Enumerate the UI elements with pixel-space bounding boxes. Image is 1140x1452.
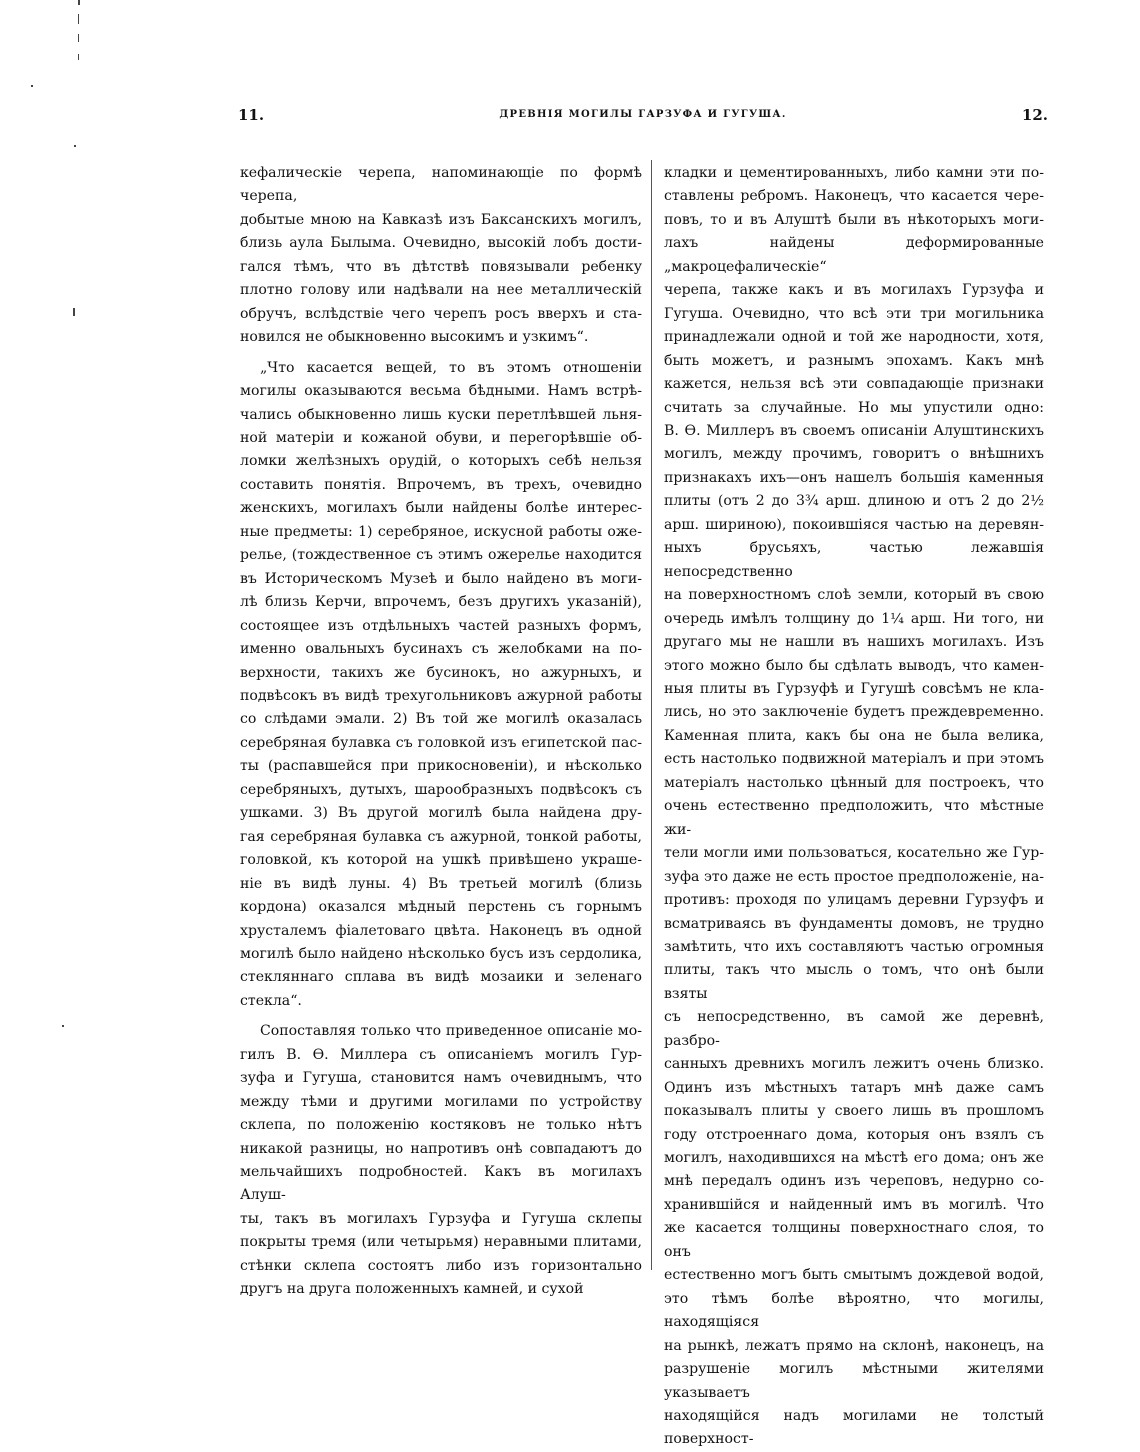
text-line: плотно голову или надѣвали на нее металлическій (240, 282, 642, 299)
text-line: могилѣ было найдено нѣсколько бусъ изъ сердолика, (240, 945, 642, 962)
text-line: плиты (отъ 2 до 3¾ арш. длиною и отъ 2 до 2½ (664, 493, 1044, 510)
page-header (238, 106, 1048, 126)
text-line: находящійся надъ могилами не толстый поверхност- (664, 1408, 1044, 1448)
text-line: подвѣсокъ въ видѣ трехугольниковъ ажурной работы (240, 687, 642, 704)
text-line: хрусталемъ фіалетоваго цвѣта. Наконецъ въ одной (240, 922, 642, 939)
text-line: признакахъ ихъ—онъ нашелъ большія каменныя (664, 469, 1044, 486)
text-line: гался тѣмъ, что въ дѣтствѣ повязывали ребенку (240, 258, 642, 275)
scan-mark (74, 145, 76, 147)
text-line: ломки желѣзныхъ орудій, о которыхъ себѣ нельзя (240, 453, 642, 470)
page-number-left: 11. (238, 106, 265, 124)
text-line: лахъ найдены деформированные „макроцефалическіе“ (664, 235, 1044, 275)
text-line: могилы оказываются весьма бѣдными. Намъ встрѣ- (240, 383, 642, 400)
text-line: могилъ, между прочимъ, говоритъ о внѣшнихъ (664, 446, 1044, 463)
text-line: другаго мы не нашли въ нашихъ могилахъ. Изъ (664, 634, 1044, 651)
text-line: покрыты тремя (или четырьмя) неравными плитами, (240, 1234, 642, 1251)
paragraph (240, 1020, 642, 1301)
text-line: стекляннаго сплава въ видѣ мозаики и зеленаго (240, 969, 642, 986)
scan-mark (78, 0, 80, 5)
text-line: могилъ, находившихся на мѣстѣ его дома; онъ же (664, 1150, 1044, 1167)
text-line: мнѣ передалъ одинъ изъ череповъ, недурно со- (664, 1173, 1044, 1190)
paragraph (664, 162, 1044, 1452)
paragraph (240, 357, 642, 1014)
text-line: ныя плиты въ Гурзуфѣ и Гугушѣ совсѣмъ не кла- (664, 680, 1044, 697)
right-column (664, 162, 1044, 1452)
text-line: ушками. 3) Въ другой могилѣ была найдена дру- (240, 805, 642, 822)
text-line: зуфа это даже не есть простое предположеніе, на- (664, 868, 1044, 885)
scan-mark (78, 14, 79, 24)
text-line: году отстроеннаго дома, которыя онъ взялъ съ (664, 1126, 1044, 1143)
scan-mark (78, 34, 79, 42)
text-line: релье, (тождественное съ этимъ ожерелье находится (240, 547, 642, 564)
text-line: „Что касается вещей, то въ этомъ отношеніи (260, 359, 642, 376)
text-line: склепа, по положенію костяковъ не только нѣтъ (240, 1117, 642, 1134)
scan-mark (78, 54, 79, 60)
text-line: верхности, такихъ же бусинокъ, но ажурныхъ, и (240, 664, 642, 681)
text-line: новился не обыкновенно высокимъ и узкимъ“. (240, 329, 589, 346)
text-line: лись, но это заключеніе будетъ преждевременно. (664, 704, 1044, 721)
text-line: матеріалъ настолько цѣнный для построекъ, что (664, 774, 1044, 791)
text-line: ставлены ребромъ. Наконецъ, что касается чере- (664, 188, 1044, 205)
text-line: показывалъ плиты у своего лишь въ прошломъ (664, 1103, 1044, 1120)
text-line: кладки и цементированныхъ, либо камни эти по- (664, 165, 1044, 181)
text-line: съ непосредственно, въ самой же деревнѣ, разбро- (664, 1009, 1044, 1049)
text-line: Сопоставляя только что приведенное описаніе мо- (260, 1023, 642, 1040)
text-line: очень естественно предположить, что мѣстные жи- (664, 798, 1044, 838)
text-line: противъ: проходя по улицамъ деревни Гурзуфъ и (664, 892, 1044, 909)
text-line: быть можетъ, и разнымъ эпохамъ. Какъ мнѣ (664, 352, 1044, 369)
text-line: всматриваясь въ фундаменты домовъ, не трудно (664, 915, 1044, 932)
text-line: тели могли ими пользоваться, косательно же Гур- (664, 845, 1044, 862)
text-line: ты (распавшейся при прикосновеніи), и нѣсколько (240, 758, 642, 775)
text-line: Каменная плита, какъ бы она не была велика, (664, 727, 1044, 744)
text-line: добытые мною на Кавказѣ изъ Баксанскихъ могилъ, (240, 211, 642, 228)
scan-mark (62, 1025, 64, 1027)
text-line: лѣ близь Керчи, впрочемъ, безъ другихъ указаній), (240, 594, 642, 611)
text-line: зуфа и Гугуша, становится намъ очевиднымъ, что (240, 1070, 642, 1087)
text-line: кордона) оказался мѣдный перстень съ горнымъ (240, 899, 642, 916)
text-line: принадлежали одной и той же народности, хотя, (664, 329, 1044, 346)
text-line: стекла“. (240, 992, 302, 1009)
text-line: ты, такъ въ могилахъ Гурзуфа и Гугуша склепы (240, 1210, 642, 1227)
text-line: ной матеріи и кожаной обуви, и перегорѣвшіе об- (240, 429, 642, 446)
text-line: близь аула Былыма. Очевидно, высокій лобъ дости- (240, 235, 642, 252)
left-column (240, 162, 642, 1302)
text-line: головкой, къ которой на ушкѣ привѣшено украше- (240, 852, 642, 869)
text-line: именно овальныхъ бусинахъ съ желобками на по- (240, 641, 642, 658)
text-line: женскихъ, могилахъ были найдены болѣе интерес- (240, 500, 642, 517)
text-line: ныхъ брусьяхъ, частью лежавшія непосредственно (664, 540, 1044, 580)
text-line: ніе въ видѣ луны. 4) Въ третьей могилѣ (близь (240, 875, 642, 892)
text-line: на поверхностномъ слоѣ земли, который въ свою (664, 587, 1044, 604)
text-line: же касается толщины поверхностнаго слоя, то онъ (664, 1220, 1044, 1260)
text-line: въ Историческомъ Музеѣ и было найдено въ моги- (240, 570, 642, 587)
text-line: хранившійся и найденный имъ въ могилѣ. Что (664, 1196, 1044, 1213)
text-line: на рынкѣ, лежатъ прямо на склонѣ, наконецъ, на (664, 1337, 1044, 1354)
text-line: разрушеніе могилъ мѣстными жителями указываетъ (664, 1361, 1044, 1401)
text-line: кефалическіе черепа, напоминающіе по формѣ черепа, (240, 165, 642, 205)
text-line: другъ на друга положенныхъ камней, и сухой (240, 1281, 584, 1298)
text-line: есть настолько подвижной матеріалъ и при этомъ (664, 751, 1044, 768)
text-line: Гугуша. Очевидно, что всѣ эти три могильника (664, 305, 1044, 322)
text-line: естественно могъ быть смытымъ дождевой водой, (664, 1267, 1044, 1284)
text-line: Одинъ изъ мѣстныхъ татаръ мнѣ даже самъ (664, 1079, 1044, 1096)
text-line: кажется, нельзя всѣ эти совпадающіе признаки (664, 376, 1044, 393)
text-line: никакой разницы, но напротивъ онѣ совпадаютъ до (240, 1140, 642, 1157)
text-line: арш. шириною), покоившіяся частью на деревян- (664, 516, 1044, 533)
text-line: состоящее изъ отдѣльныхъ частей разныхъ формъ, (240, 617, 642, 634)
text-line: повъ, то и въ Алуштѣ были въ нѣкоторыхъ моги- (664, 211, 1044, 228)
text-line: мельчайшихъ подробностей. Какъ въ могилахъ Алуш- (240, 1164, 642, 1204)
text-line: чались обыкновенно лишь куски перетлѣвшей льня- (240, 406, 642, 423)
text-line: стѣнки склепа состоятъ либо изъ горизонтально (240, 1257, 642, 1274)
text-line: составить понятія. Впрочемъ, въ трехъ, очевидно (240, 476, 642, 493)
column-divider (651, 160, 652, 1270)
scan-mark (31, 85, 33, 87)
text-line: гая серебряная булавка съ ажурной, тонкой работы, (240, 828, 642, 845)
text-line: очередь имѣлъ толщину до 1¼ арш. Ни того, ни (664, 610, 1044, 627)
text-line: В. Ѳ. Миллеръ въ своемъ описаніи Алуштинскихъ (664, 422, 1044, 439)
text-line: обручъ, вслѣдствіе чего черепъ росъ вверхъ и ста- (240, 305, 642, 322)
scan-mark (73, 308, 75, 316)
text-line: замѣтить, что ихъ составляютъ частью огромныя (664, 938, 1044, 955)
text-line: это тѣмъ болѣе вѣроятно, что могилы, находящіяся (664, 1290, 1044, 1331)
text-line: санныхъ древнихъ могилъ лежитъ очень близко. (664, 1056, 1044, 1073)
text-line: со слѣдами эмали. 2) Въ той же могилѣ оказалась (240, 711, 642, 728)
paragraph (240, 162, 642, 350)
running-title: ДРЕВНІЯ МОГИЛЫ ГАРЗУФА И ГУГУША. (499, 109, 787, 120)
text-line: гилъ В. Ѳ. Миллера съ описаніемъ могилъ Гур- (240, 1046, 642, 1063)
text-line: плиты, такъ что мысль о томъ, что онѣ были взяты (664, 962, 1044, 1002)
text-line: между тѣми и другими могилами по устройству (240, 1093, 642, 1110)
text-line: серебряная булавка съ головкой изъ египетской пас- (240, 734, 642, 751)
text-line: считать за случайные. Но мы упустили одно: (664, 399, 1044, 416)
text-line: этого можно было бы сдѣлать выводъ, что камен- (664, 657, 1044, 674)
page-number-right: 12. (1021, 106, 1048, 124)
text-line: серебряныхъ, дутыхъ, шарообразныхъ подвѣсокъ съ (240, 781, 642, 798)
text-line: ные предметы: 1) серебряное, искусной работы оже- (240, 523, 642, 540)
text-line: черепа, также какъ и въ могилахъ Гурзуфа и (664, 282, 1044, 299)
